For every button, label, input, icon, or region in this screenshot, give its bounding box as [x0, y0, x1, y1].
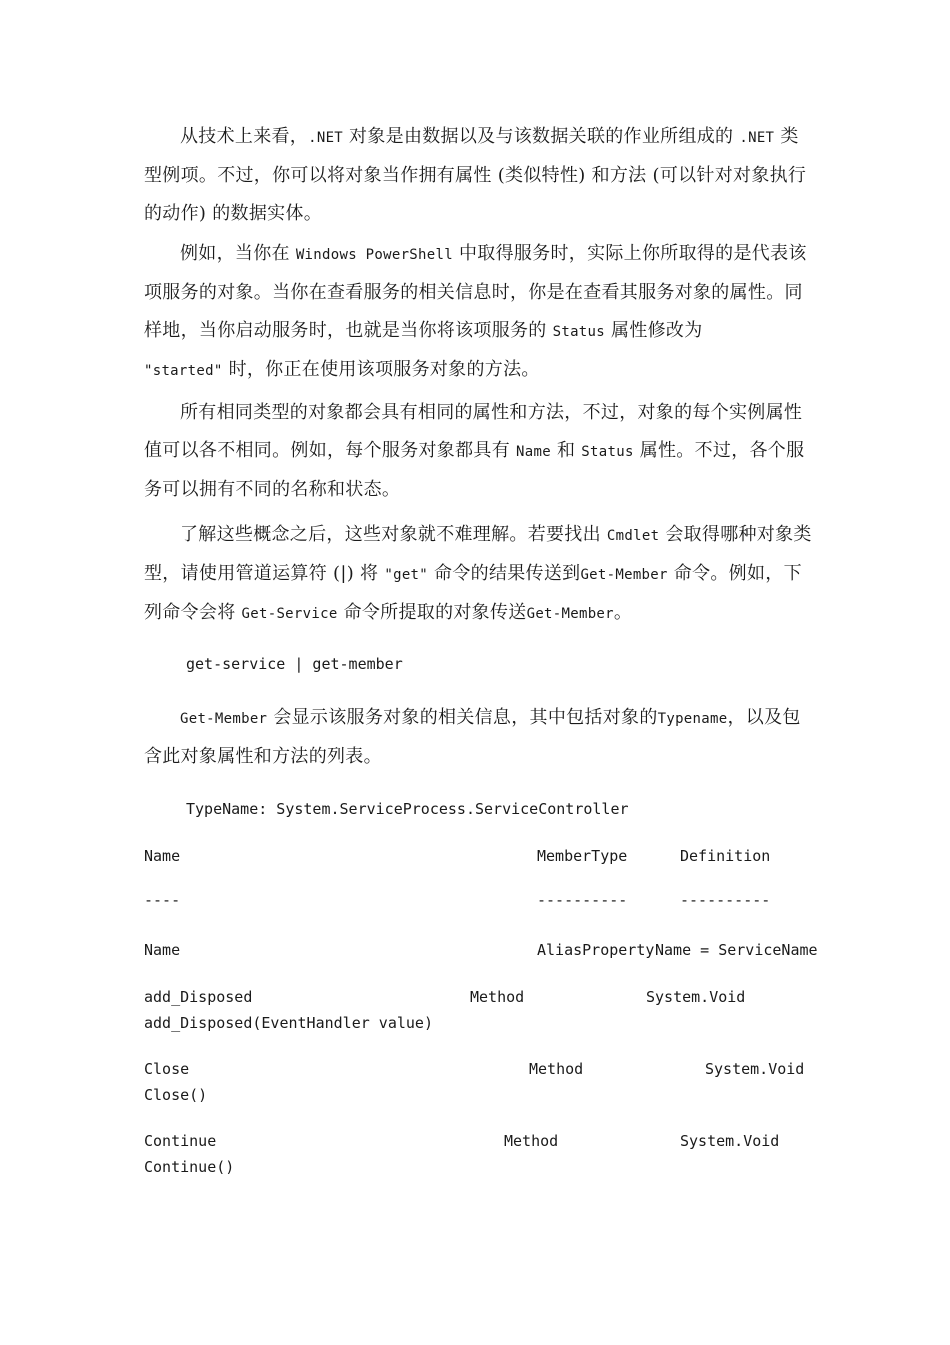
code-term: .NET — [308, 130, 344, 146]
code-term: Cmdlet — [606, 528, 660, 544]
paragraph-get-member — [144, 516, 814, 633]
code-term: "get" — [384, 567, 429, 583]
code-term: "started" — [144, 363, 223, 379]
paragraph-service-example — [144, 235, 814, 390]
text: 所有相同类型的对象都会具有相同的属性和方法，不过，对象的每个实例属性值可以各不相同。例如，每个服务对象都具有 — [144, 402, 803, 461]
text: 属性。不过，各个服务可以拥有不同的名称和状态。 — [144, 440, 805, 500]
text: 。 — [613, 602, 633, 623]
text: ，以及包含此对象属性和方法的列表。 — [144, 707, 801, 767]
command-example: get-service | get-member — [186, 655, 403, 673]
member-type: AliasProperty — [537, 941, 655, 959]
member-type: Method — [470, 988, 525, 1006]
code-term: Get-Member — [180, 711, 268, 727]
code-term: Status — [581, 444, 634, 460]
separator-membertype: ---------- — [537, 891, 628, 909]
member-name: add_Disposed — [144, 988, 253, 1006]
text: 属性修改为 — [605, 320, 703, 341]
text: 会显示该服务对象的相关信息，其中包括对象的 — [267, 707, 658, 728]
column-header-name: Name — [144, 847, 181, 865]
text: 类型例项。不过，你可以将对象当作拥有属性 (类似特性) 和方法 (可以针对对象执行的动作) 的数据实体。 — [144, 126, 807, 224]
member-definition: System.Void — [680, 1132, 780, 1150]
member-definition: Name = ServiceName — [655, 941, 818, 959]
member-signature: Close() — [144, 1086, 208, 1104]
member-type: Method — [504, 1132, 559, 1150]
text: 时，你正在使用该项服务对象的方法。 — [222, 359, 540, 380]
member-definition: System.Void — [646, 988, 746, 1006]
member-definition: System.Void — [705, 1060, 805, 1078]
text: 和 — [550, 440, 582, 461]
table-header — [144, 847, 814, 869]
code-term: Name — [516, 444, 551, 460]
member-signature: Continue() — [144, 1158, 235, 1176]
member-name: Continue — [144, 1132, 217, 1150]
code-term: Status — [552, 324, 605, 340]
text: 会取得哪种对象类型，请使用管道运算符 (|) 将 — [144, 524, 812, 584]
text: 命令的结果传送到 — [428, 563, 581, 584]
code-term: Windows PowerShell — [295, 247, 453, 263]
table-row — [144, 1060, 814, 1082]
table-separator — [144, 891, 814, 913]
member-name: Name — [144, 941, 181, 959]
separator-name: ---- — [144, 891, 181, 909]
paragraph-same-type — [144, 394, 814, 509]
paragraph-get-member-output — [144, 699, 814, 776]
text: 从技术上来看， — [180, 126, 309, 147]
column-header-definition: Definition — [680, 847, 771, 865]
table-row — [144, 941, 818, 963]
typename-line: TypeName: System.ServiceProcess.ServiceController — [186, 800, 629, 818]
code-term: Get-Member — [526, 606, 614, 622]
text: 命令。例如，下列命令会将 — [144, 563, 802, 623]
member-type: Method — [529, 1060, 584, 1078]
text: 了解这些概念之后，这些对象就不难理解。若要找出 — [180, 524, 607, 545]
code-term: Typename — [657, 711, 728, 727]
text: 对象是由数据以及与该数据关联的作业所组成的 — [343, 126, 740, 147]
table-row — [144, 1132, 814, 1154]
text: 命令所提取的对象传送 — [337, 602, 527, 623]
code-term: Get-Service — [241, 606, 338, 622]
member-name: Close — [144, 1060, 190, 1078]
member-signature: add_Disposed(EventHandler value) — [144, 1014, 433, 1032]
text: 例如，当你在 — [180, 243, 296, 264]
separator-definition: ---------- — [680, 891, 771, 909]
paragraph-net-objects — [144, 118, 814, 233]
code-term: Get-Member — [580, 567, 668, 583]
text: 中取得服务时，实际上你所取得的是代表该项服务的对象。当你在查看服务的相关信息时，你是在查看其服务对象的属性。同样地，当你启动服务时，也就是当你将该项服务的 — [144, 243, 807, 341]
column-header-membertype: MemberType — [537, 847, 628, 865]
code-term: .NET — [739, 130, 775, 146]
table-row — [144, 988, 814, 1010]
